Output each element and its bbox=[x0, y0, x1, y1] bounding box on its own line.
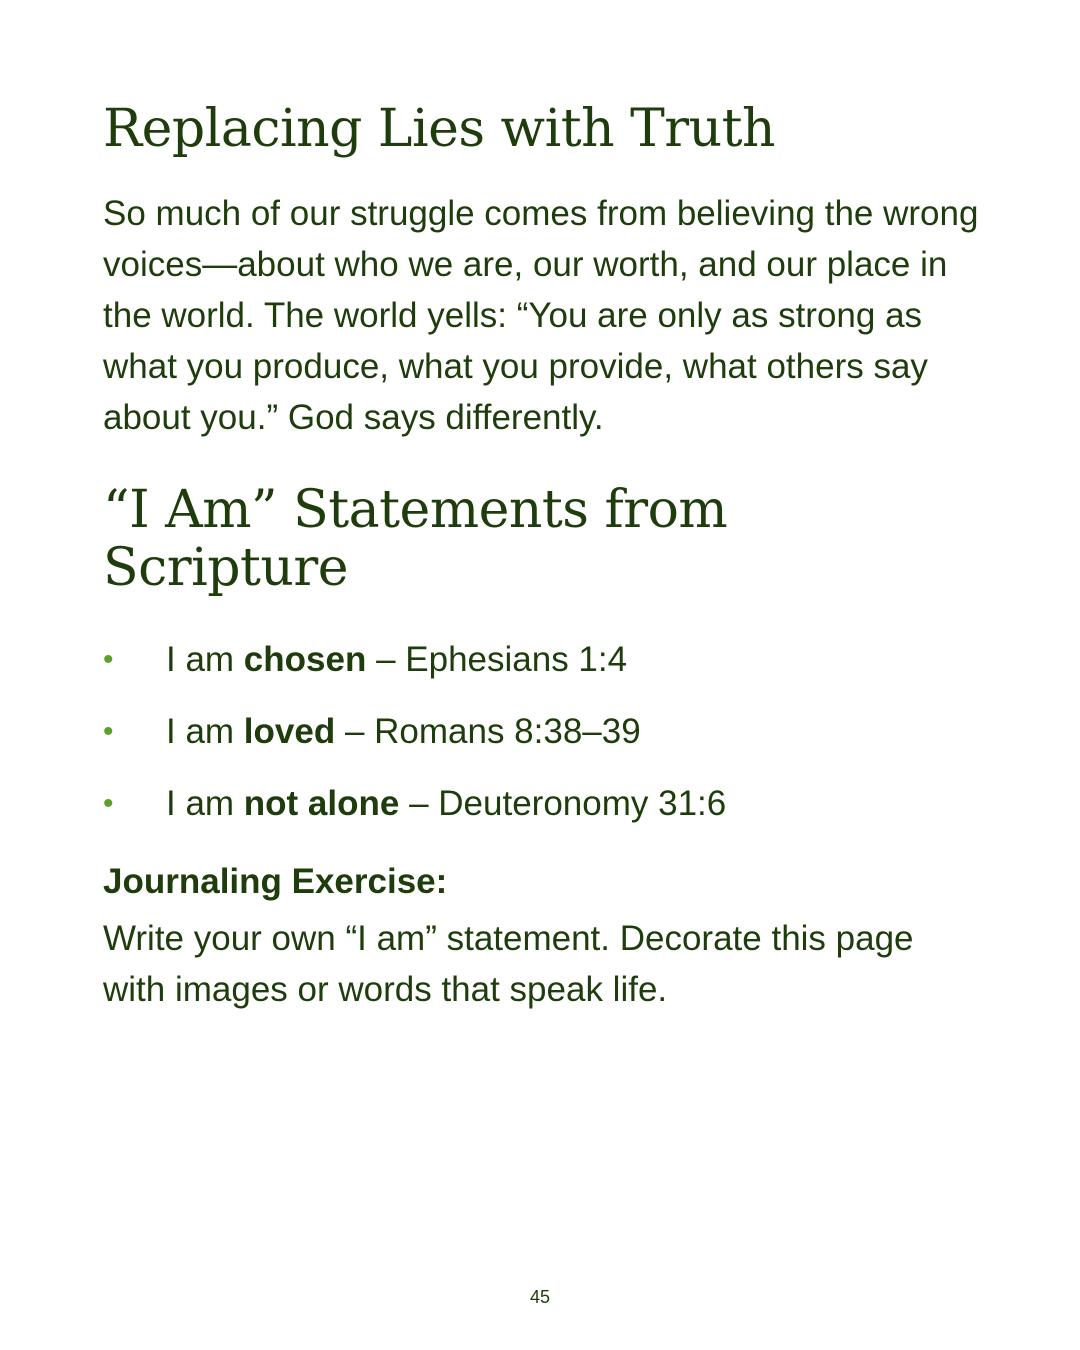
list-item bbox=[103, 781, 983, 853]
statement-emphasis: chosen bbox=[243, 640, 367, 679]
i-am-statements-list bbox=[103, 637, 983, 853]
exercise-text: Write your own “I am” statement. Decorate this page with images or words that speak life. bbox=[103, 919, 914, 1009]
page-number: 45 bbox=[529, 1287, 551, 1307]
bullet-icon: • bbox=[103, 643, 114, 676]
page-content bbox=[103, 96, 983, 1015]
list-item bbox=[103, 709, 983, 781]
bullet-icon: • bbox=[103, 715, 114, 748]
statements-heading: “I Am” Statements from Scripture bbox=[103, 480, 728, 598]
statement-prefix: I am bbox=[166, 640, 244, 679]
statement-prefix: I am bbox=[166, 712, 244, 751]
intro-paragraph: So much of our struggle comes from believing the wrong voices—about who we are, our worth, and our place in the world. The world yells: “You are only as strong as what you produce, what you provide, what others say about you.” God says differently. bbox=[103, 194, 979, 437]
statement-prefix: I am bbox=[166, 784, 244, 823]
statement-emphasis: loved bbox=[243, 712, 336, 751]
bullet-icon: • bbox=[103, 787, 114, 820]
list-item bbox=[103, 637, 983, 709]
statement-emphasis: not alone bbox=[243, 784, 400, 823]
statement-reference: – Deuteronomy 31:6 bbox=[399, 784, 727, 823]
statement-reference: – Ephesians 1:4 bbox=[366, 640, 628, 679]
main-heading: Replacing Lies with Truth bbox=[103, 99, 776, 159]
exercise-title: Journaling Exercise: bbox=[103, 862, 448, 901]
statement-reference: – Romans 8:38–39 bbox=[335, 712, 641, 751]
